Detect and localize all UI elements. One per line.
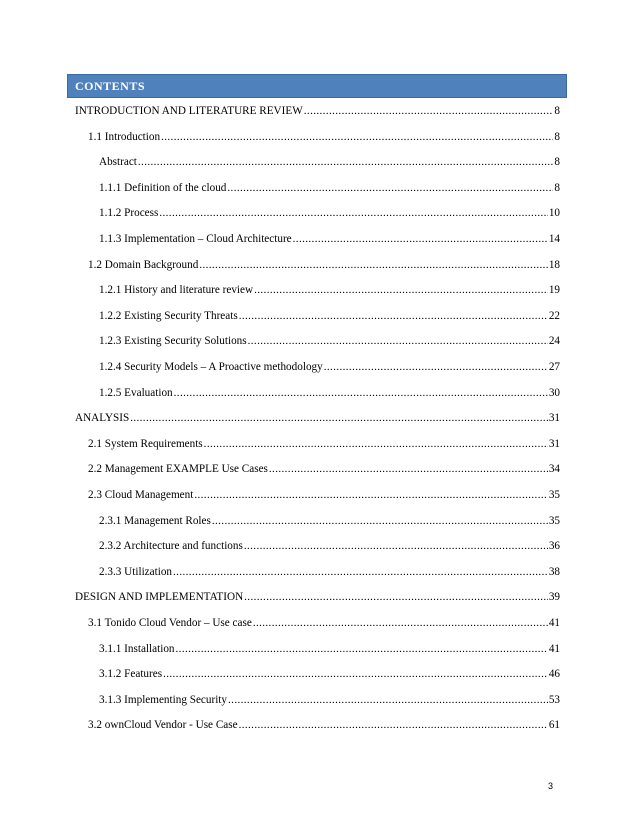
toc-entry-page: 46 xyxy=(548,668,560,681)
toc-entry[interactable] xyxy=(88,258,560,272)
toc-entry[interactable] xyxy=(75,104,560,118)
toc-entry-title: Abstract xyxy=(99,156,137,169)
dot-leader xyxy=(304,104,554,118)
dot-leader xyxy=(293,232,548,246)
dot-leader xyxy=(227,181,553,195)
toc-entry-title: 1.1.2 Process xyxy=(99,207,159,220)
toc-entry[interactable] xyxy=(88,437,560,451)
page-number: 3 xyxy=(548,781,554,791)
dot-leader xyxy=(244,590,548,604)
dot-leader xyxy=(138,155,554,169)
toc-entry-page: 31 xyxy=(548,412,560,425)
toc-entry-title: 3.1.3 Implementing Security xyxy=(99,693,228,706)
toc-entry[interactable] xyxy=(99,667,560,681)
toc-entry[interactable] xyxy=(99,514,560,528)
toc-entry[interactable] xyxy=(75,411,560,425)
toc-entry-page: 34 xyxy=(548,463,560,476)
dot-leader xyxy=(253,616,548,630)
toc-entry-title: 1.1 Introduction xyxy=(88,130,161,143)
toc-entry-page: 14 xyxy=(548,233,560,245)
toc-entry[interactable] xyxy=(88,718,560,732)
dot-leader xyxy=(174,386,548,400)
dot-leader xyxy=(176,642,548,656)
toc-entry-title: 1.2 Domain Background xyxy=(88,258,199,271)
toc-entry[interactable] xyxy=(99,155,560,169)
toc-entry-page: 35 xyxy=(548,489,560,501)
toc-entry-page: 36 xyxy=(548,540,560,553)
dot-leader xyxy=(239,718,548,732)
toc-entry-page: 19 xyxy=(548,284,560,297)
dot-leader xyxy=(173,565,548,579)
toc-entry-page: 27 xyxy=(548,361,560,373)
dot-leader xyxy=(239,309,548,323)
toc-entry-page: 10 xyxy=(548,207,560,220)
toc-entry-title: 1.2.4 Security Models – A Proactive methodology xyxy=(99,361,323,373)
toc-entry-title: 1.2.1 History and literature review xyxy=(99,284,254,297)
toc-entry-title: 2.2 Management EXAMPLE Use Cases xyxy=(88,463,268,476)
toc-entry-page: 22 xyxy=(548,309,560,322)
dot-leader xyxy=(159,206,547,220)
toc-entry-title: 3.1.2 Features xyxy=(99,668,163,681)
dot-leader xyxy=(199,258,548,272)
toc-entry[interactable] xyxy=(99,693,560,707)
toc-entry-title: 2.3.1 Management Roles xyxy=(99,514,211,527)
toc-entry[interactable] xyxy=(99,206,560,220)
toc-entry-title: 1.2.5 Evaluation xyxy=(99,386,173,399)
toc-entry-page: 31 xyxy=(548,437,560,450)
toc-entry[interactable] xyxy=(88,616,560,630)
toc-entry-title: ANALYSIS xyxy=(75,412,130,425)
toc-entry-title: 3.2 ownCloud Vendor - Use Case xyxy=(88,719,238,732)
toc-entry[interactable] xyxy=(99,309,560,323)
toc-entry[interactable] xyxy=(99,565,560,579)
toc-entry-title: 1.1.3 Implementation – Cloud Architecture xyxy=(99,233,292,245)
toc-entry-page: 38 xyxy=(548,565,560,578)
dot-leader xyxy=(204,437,548,451)
toc-entry[interactable] xyxy=(88,130,560,144)
toc-entry-title: 2.1 System Requirements xyxy=(88,437,203,450)
dot-leader xyxy=(228,693,548,707)
toc-entry-page: 24 xyxy=(548,335,560,348)
contents-title: CONTENTS xyxy=(75,79,146,93)
dot-leader xyxy=(161,130,553,144)
dot-leader xyxy=(163,667,548,681)
toc-entry-page: 35 xyxy=(548,514,560,527)
toc-entry-page: 30 xyxy=(548,386,560,399)
toc-entry-page: 8 xyxy=(554,156,560,169)
toc-entry[interactable] xyxy=(99,334,560,348)
toc-entry-page: 8 xyxy=(554,130,560,143)
toc-entry-page: 39 xyxy=(548,591,560,604)
toc-entry-title: DESIGN AND IMPLEMENTATION xyxy=(75,591,244,604)
dot-leader xyxy=(130,411,548,425)
toc-entry[interactable] xyxy=(99,386,560,400)
toc-entry-title: 2.3 Cloud Management xyxy=(88,489,194,501)
dot-leader xyxy=(269,462,548,476)
toc-entry-page: 53 xyxy=(548,693,560,706)
toc-entry-title: 1.1.1 Definition of the cloud xyxy=(99,181,227,194)
toc-entry-title: 1.2.2 Existing Security Threats xyxy=(99,309,238,322)
dot-leader xyxy=(248,334,548,348)
toc-entry[interactable] xyxy=(99,539,560,553)
contents-header xyxy=(67,74,567,98)
toc-entry-page: 8 xyxy=(554,181,560,194)
toc-entry-title: 3.1.1 Installation xyxy=(99,642,175,655)
toc-entry-page: 8 xyxy=(554,105,560,117)
toc-entry-page: 41 xyxy=(548,617,560,629)
dot-leader xyxy=(244,539,548,553)
toc-entry[interactable] xyxy=(99,181,560,195)
toc-entry-page: 18 xyxy=(548,258,560,271)
toc-entry-page: 41 xyxy=(548,642,560,655)
dot-leader xyxy=(254,283,548,297)
dot-leader xyxy=(194,488,547,502)
toc-entry-title: 2.3.2 Architecture and functions xyxy=(99,540,243,553)
toc-entry[interactable] xyxy=(99,283,560,297)
toc-entry[interactable] xyxy=(75,590,560,604)
toc-entry[interactable] xyxy=(88,488,560,502)
dot-leader xyxy=(212,514,548,528)
toc-entry-title: 3.1 Tonido Cloud Vendor – Use case xyxy=(88,617,252,629)
toc-entry-page: 61 xyxy=(548,719,560,732)
toc-entry[interactable] xyxy=(99,642,560,656)
dot-leader xyxy=(324,360,548,374)
toc-entry-title: 2.3.3 Utilization xyxy=(99,565,173,578)
toc-entry[interactable] xyxy=(99,232,560,246)
toc-entry[interactable] xyxy=(99,360,560,374)
toc-entry-title: 1.2.3 Existing Security Solutions xyxy=(99,335,247,348)
toc-entry[interactable] xyxy=(88,462,560,476)
toc-entry-title: INTRODUCTION AND LITERATURE REVIEW xyxy=(75,105,303,117)
